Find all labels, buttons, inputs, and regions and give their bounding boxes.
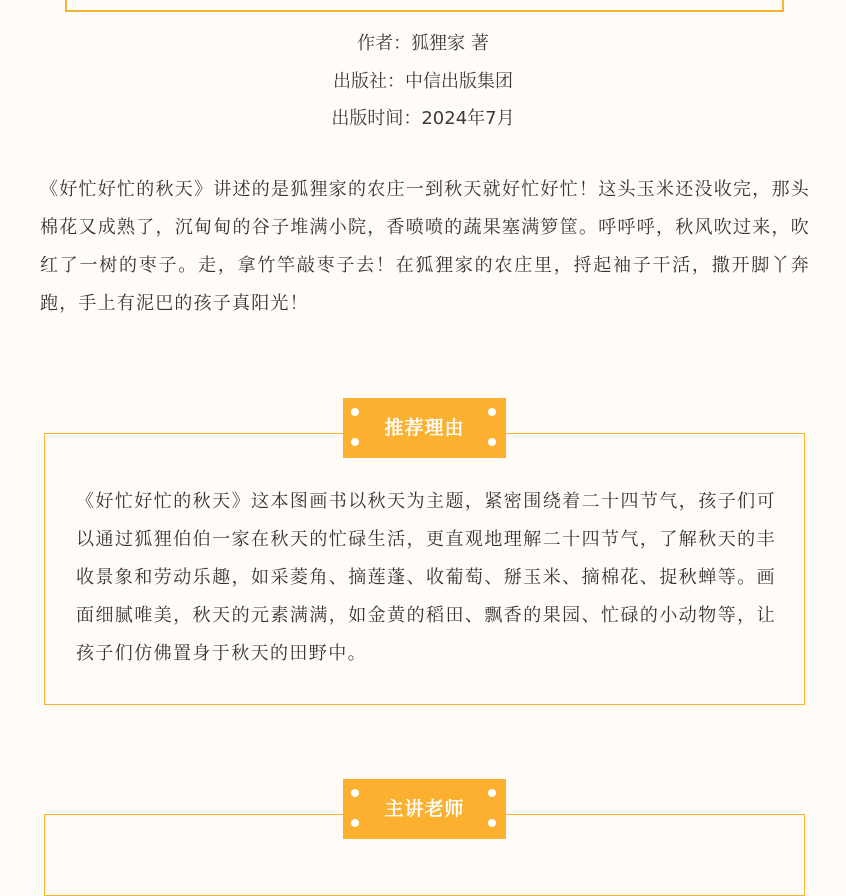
book-intro: 《好忙好忙的秋天》讲述的是狐狸家的农庄一到秋天就好忙好忙！这头玉米还没收完，那头棉花又成熟了，沉甸甸的谷子堆满小院，香喷喷的蔬果塞满箩筐。呼呼呼，秋风吹过来，吹红了一树的枣子。走，拿竹竿敲枣子去！在狐狸家的农庄里，捋起袖子干活，撒开脚丫奔跑，手上有泥巴的孩子真阳光！	[40, 179, 810, 314]
teacher-badge	[343, 779, 506, 839]
dot-icon	[351, 789, 359, 797]
dot-icon	[488, 438, 496, 446]
dot-icon	[351, 438, 359, 446]
teacher-title: 主讲老师	[384, 798, 465, 820]
book-date: 出版时间：2024年7月	[331, 108, 515, 129]
book-author: 作者：狐狸家 著	[357, 33, 489, 54]
dot-icon	[488, 408, 496, 416]
dot-icon	[351, 408, 359, 416]
recommend-text: 《好忙好忙的秋天》这本图画书以秋天为主题，紧密围绕着二十四节气，孩子们可以通过狐狸伯伯一家在秋天的忙碌生活，更直观地理解二十四节气，了解秋天的丰收景象和劳动乐趣，如采菱角、摘莲蓬、收葡萄、掰玉米、摘棉花、捉秋蝉等。画面细腻唯美，秋天的元素满满，如金黄的稻田、飘香的果园、忙碌的小动物等，让孩子们仿佛置身于秋天的田野中。	[76, 491, 776, 664]
dot-icon	[488, 819, 496, 827]
dot-icon	[351, 819, 359, 827]
recommend-title: 推荐理由	[384, 417, 465, 439]
book-cover-frame	[65, 0, 784, 12]
recommend-badge	[343, 398, 506, 458]
book-publisher: 出版社：中信出版集团	[333, 71, 513, 92]
dot-icon	[488, 789, 496, 797]
